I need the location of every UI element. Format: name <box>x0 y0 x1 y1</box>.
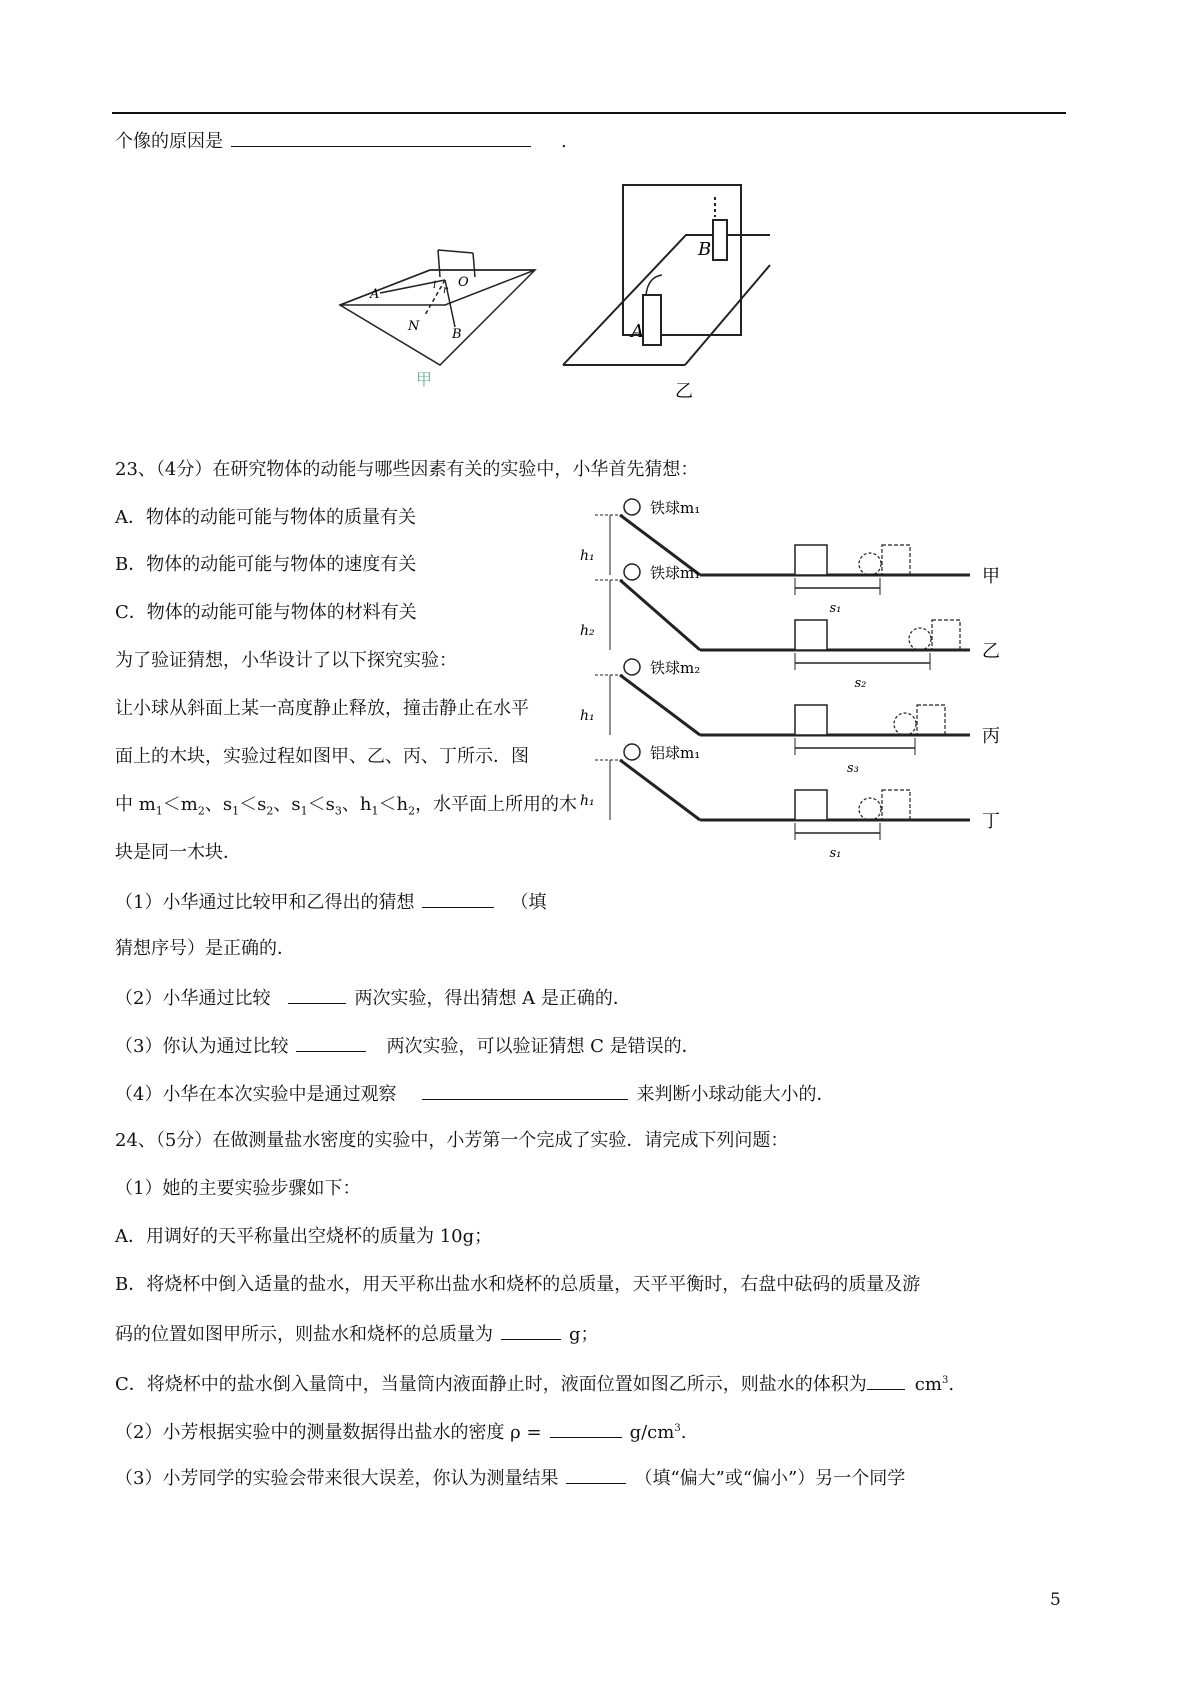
sub: 2 <box>197 804 205 818</box>
t: 两次实验，可以验证猜想 C 是错误的． <box>386 1036 700 1057</box>
q22-tail-line <box>115 128 567 154</box>
ball-label: 铝球m₁ <box>650 744 701 762</box>
height-label: h₁ <box>580 548 595 564</box>
q23-option-a: A．物体的动能可能与物体的质量有关 <box>115 507 416 528</box>
height-label: h₁ <box>580 708 595 724</box>
q24-step-b-line1: B．将烧杯中倒入适量的盐水，用天平称出盐水和烧杯的总质量，天平平衡时，右盘中砝码的质量及游 <box>115 1274 921 1295</box>
t: ＜m <box>162 794 198 815</box>
t: ＜s <box>239 794 267 815</box>
row-tag-label: 丁 <box>982 811 1000 832</box>
q23-option-b: B．物体的动能可能与物体的速度有关 <box>115 554 417 575</box>
figure-yi-glass <box>563 185 770 365</box>
point-n-label: N <box>408 319 420 334</box>
ramp-row-2 <box>580 564 1000 691</box>
sub: 2 <box>408 804 416 818</box>
t: （2）小华通过比较 <box>115 988 271 1009</box>
point-b-label: B <box>452 327 462 342</box>
q23-desc-line3 <box>115 793 577 824</box>
sub: 1 <box>371 804 379 818</box>
q23-part2 <box>115 985 631 1011</box>
t: 、s <box>204 794 233 815</box>
q23-part3 <box>115 1033 700 1059</box>
row-tag-label: 丙 <box>982 726 1000 747</box>
answer-blank[interactable] <box>231 128 531 147</box>
q24-part1: （1）她的主要实验步骤如下： <box>115 1178 361 1199</box>
sub: 3 <box>334 804 342 818</box>
answer-blank[interactable] <box>501 1321 561 1340</box>
t: （3）你认为通过比较 <box>115 1036 289 1057</box>
figure-jia-mirror <box>340 250 535 365</box>
t: cm <box>914 1374 942 1395</box>
answer-blank[interactable] <box>550 1419 622 1438</box>
point-o-label: O <box>458 275 469 290</box>
q24-step-b-line2 <box>115 1321 599 1347</box>
t: C．将烧杯中的盐水倒入量筒中，当量筒内液面静止时，液面位置如图乙所示，则盐水的体积为 <box>115 1374 867 1395</box>
t: （2）小芳根据实验中的测量数据得出盐水的密度 ρ = <box>115 1422 542 1443</box>
q23-desc-line4: 块是同一木块． <box>115 842 241 863</box>
answer-blank[interactable] <box>288 985 346 1004</box>
candle-a-label: A <box>631 321 644 342</box>
q23-part4 <box>115 1081 834 1107</box>
t: ＜h <box>378 794 409 815</box>
sup: 3 <box>941 1375 949 1386</box>
height-label: h₂ <box>580 623 595 639</box>
t: （1）小华通过比较甲和乙得出的猜想 <box>115 892 415 913</box>
ball-label: 铁球m₁ <box>650 499 701 517</box>
ball-label: 铁球m₂ <box>650 659 701 677</box>
t: . <box>680 1422 687 1443</box>
sub: 1 <box>300 804 308 818</box>
angle-r-label: r <box>443 285 448 296</box>
t: ，水平面上所用的木 <box>415 794 578 815</box>
q24-step-a: A．用调好的天平称量出空烧杯的质量为 10g； <box>115 1226 493 1247</box>
t: （4）小华在本次实验中是通过观察 <box>115 1084 397 1105</box>
candle-b-label: B <box>698 239 712 260</box>
t: 两次实验，得出猜想 A 是正确的． <box>354 988 631 1009</box>
ramp-experiment-figure <box>580 499 1100 910</box>
q23-desc-line2: 面上的木块，实验过程如图甲、乙、丙、丁所示．图 <box>115 746 529 767</box>
height-label: h₁ <box>580 793 595 809</box>
t: ＜s <box>307 794 335 815</box>
t: 、h <box>341 794 372 815</box>
row-tag-label: 甲 <box>982 566 1000 587</box>
t: （填“偏大”或“偏小”）另一个同学 <box>634 1468 906 1489</box>
answer-blank[interactable] <box>566 1465 626 1484</box>
point-a-label: A <box>370 287 380 302</box>
ball-label: 铁球m₁ <box>650 564 701 582</box>
ramp-row-4 <box>580 744 1000 861</box>
reflection-figures <box>330 175 780 405</box>
angle-i-label: i <box>433 280 437 291</box>
page-number: 5 <box>1050 1590 1061 1610</box>
answer-blank[interactable] <box>422 889 494 908</box>
distance-label: s₃ <box>847 761 859 776</box>
q22-tail-text: 个像的原因是 <box>115 131 223 152</box>
header-rule <box>112 112 1066 114</box>
answer-blank[interactable] <box>296 1033 366 1052</box>
q23-option-c: C．物体的动能可能与物体的材料有关 <box>115 602 417 623</box>
t: g； <box>569 1324 599 1345</box>
t: 码的位置如图甲所示，则盐水和烧杯的总质量为 <box>115 1324 493 1345</box>
figure-yi-label: 乙 <box>675 381 693 402</box>
distance-label: s₁ <box>829 601 842 616</box>
t: . <box>948 1374 955 1395</box>
answer-blank[interactable] <box>422 1081 628 1100</box>
q24-step-c <box>115 1369 954 1397</box>
q23-part1 <box>115 889 546 915</box>
sub: 1 <box>155 804 163 818</box>
t: 来判断小球动能大小的． <box>636 1084 835 1105</box>
t: （3）小芳同学的实验会带来很大误差，你认为测量结果 <box>115 1468 559 1489</box>
sup: 3 <box>674 1423 681 1434</box>
answer-blank[interactable] <box>867 1371 905 1390</box>
sub: 1 <box>232 804 240 818</box>
q22-tail-period: . <box>561 131 567 152</box>
q23-design: 为了验证猜想，小华设计了以下探究实验： <box>115 650 457 671</box>
ramp-row-3 <box>580 659 1000 776</box>
t: g/cm <box>629 1422 675 1443</box>
t: （填 <box>510 892 547 913</box>
figure-jia-label: 甲 <box>416 370 433 389</box>
t: 、s <box>273 794 301 815</box>
distance-label: s₂ <box>854 676 867 691</box>
q24-part3 <box>115 1465 905 1491</box>
q23-title: 23、（4分）在研究物体的动能与哪些因素有关的实验中，小华首先猜想： <box>115 459 699 480</box>
row-tag-label: 乙 <box>982 641 1000 662</box>
t: 中 m <box>115 794 156 815</box>
q23-part1-cont: 猜想序号）是正确的． <box>115 938 295 959</box>
sub: 2 <box>266 804 274 818</box>
q23-desc-line1: 让小球从斜面上某一高度静止释放，撞击静止在水平 <box>115 698 529 719</box>
q24-title: 24、（5分）在做测量盐水密度的实验中，小芳第一个完成了实验．请完成下列问题： <box>115 1130 789 1151</box>
q24-part2 <box>115 1417 686 1445</box>
distance-label: s₁ <box>829 846 842 861</box>
